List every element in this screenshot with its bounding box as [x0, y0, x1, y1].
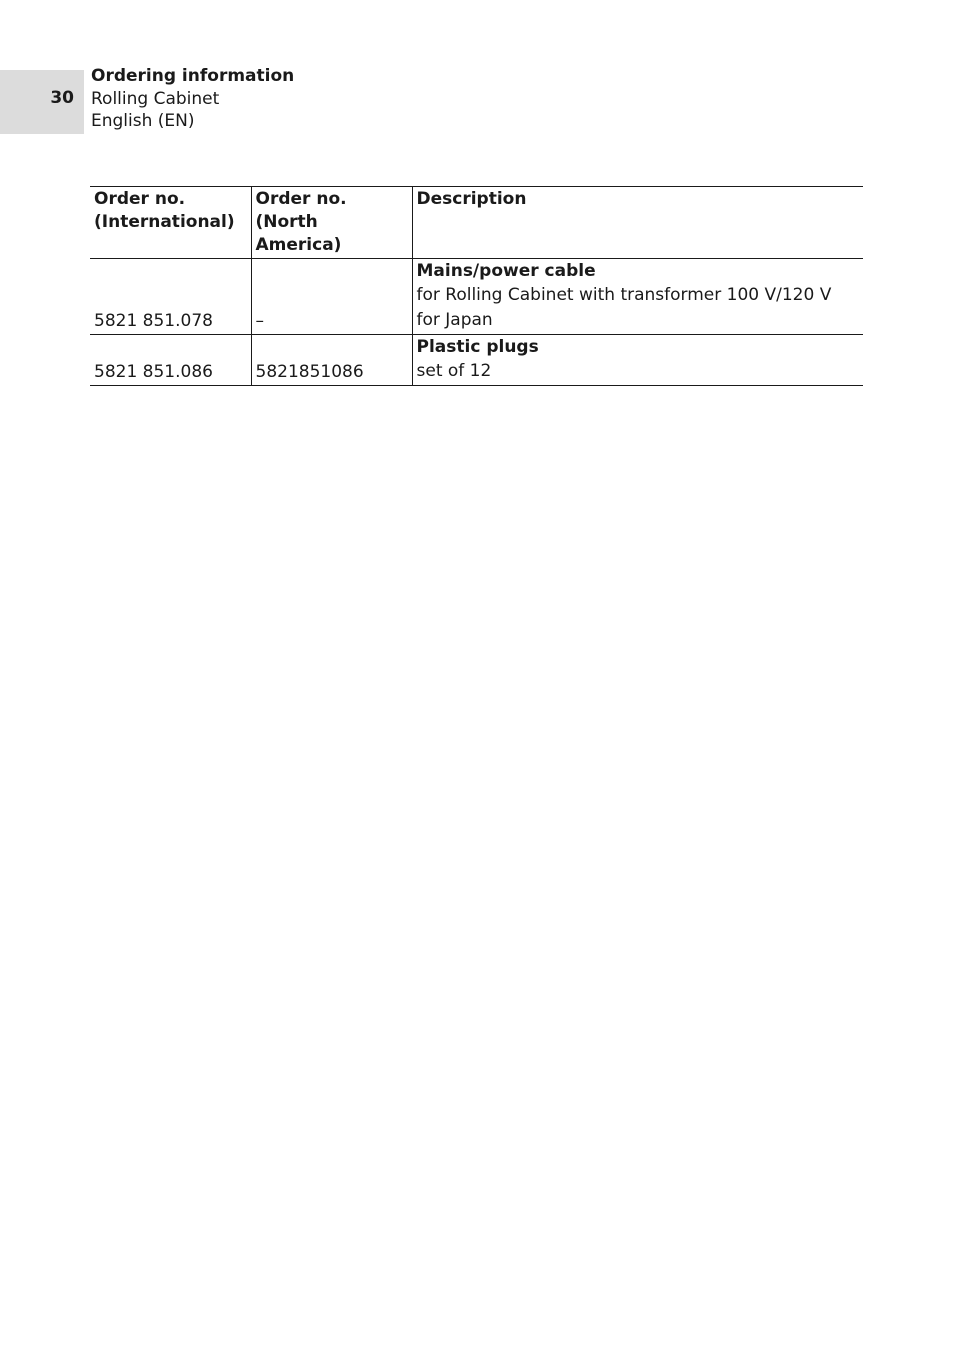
description-line: set of 12 [416, 361, 492, 381]
ordering-table [90, 186, 863, 386]
column-header-line: (International) [94, 212, 235, 232]
column-header-line: Description [416, 189, 527, 209]
description-title: Mains/power cable [416, 261, 596, 281]
product-name: Rolling Cabinet [91, 88, 220, 109]
description-cell [412, 259, 863, 335]
language-label: English (EN) [91, 111, 195, 131]
table-row [90, 335, 863, 386]
section-title: Ordering information [91, 66, 295, 86]
order-number-north-america: 5821851086 [251, 335, 412, 386]
column-header-order-international [90, 187, 251, 259]
table-row [90, 259, 863, 335]
description-line: for Japan [416, 310, 493, 330]
order-number-international: 5821 851.086 [90, 335, 251, 386]
order-number-north-america: – [251, 259, 412, 335]
table-header-row [90, 187, 863, 259]
description-line: for Rolling Cabinet with transformer 100 V/120 V [416, 285, 832, 305]
column-header-description [412, 187, 863, 259]
description-cell [412, 335, 863, 386]
description-title: Plastic plugs [416, 337, 539, 357]
column-header-line: (North America) [255, 212, 342, 255]
column-header-line: Order no. [255, 189, 347, 209]
page-number: 30 [50, 88, 74, 108]
order-number-international: 5821 851.078 [90, 259, 251, 335]
running-header [91, 65, 294, 133]
column-header-line: Order no. [94, 189, 186, 209]
column-header-order-north-america [251, 187, 412, 259]
